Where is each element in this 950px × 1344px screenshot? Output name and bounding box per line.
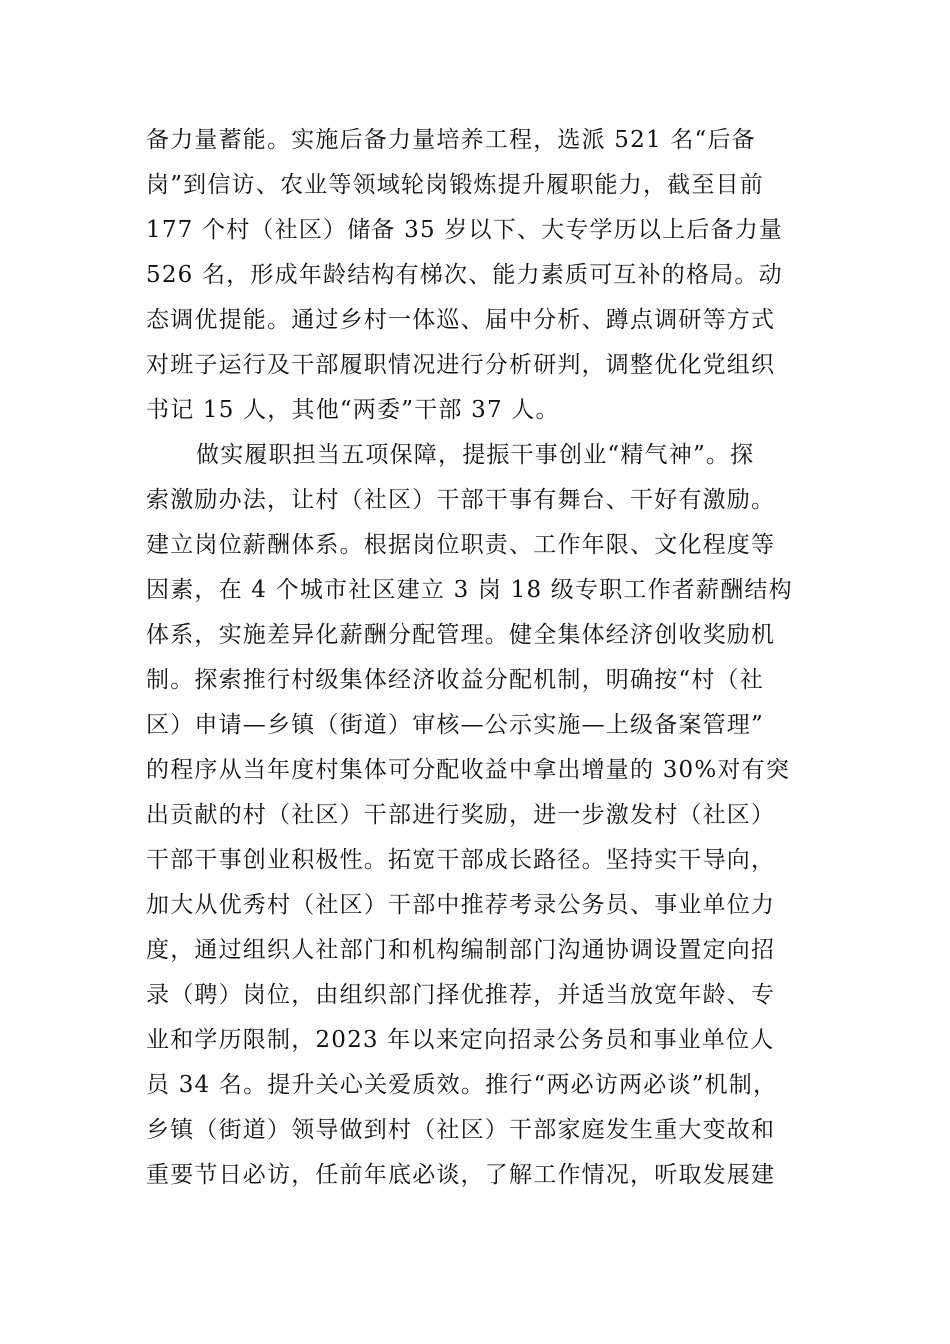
paragraph-line: 526 名，形成年龄结构有梯次、能力素质可互补的格局。动 xyxy=(146,262,783,288)
paragraph-line: 建立岗位薪酬体系。根据岗位职责、工作年限、文化程度等 xyxy=(146,532,776,558)
paragraph-line: 因素，在 4 个城市社区建立 3 岗 18 级专职工作者薪酬结构 xyxy=(146,577,793,603)
paragraph-line: 的程序从当年度村集体可分配收益中拿出增量的 30%对有突 xyxy=(146,757,791,783)
paragraph-line: 乡镇（街道）领导做到村（社区）干部家庭发生重大变故和 xyxy=(146,1117,776,1143)
paragraph-line: 岗”到信访、农业等领域轮岗锻炼提升履职能力，截至目前 xyxy=(146,172,764,198)
paragraph-line: 重要节日必访，任前年底必谈，了解工作情况，听取发展建 xyxy=(146,1162,776,1188)
paragraph-line: 体系，实施差异化薪酬分配管理。健全集体经济创收奖励机 xyxy=(146,622,776,648)
paragraph-first-line: 做实履职担当五项保障，提振干事创业“精气神”。探 xyxy=(196,442,755,468)
paragraph-line: 区）申请—乡镇（街道）审核—公示实施—上级备案管理” xyxy=(146,712,764,738)
paragraph-line: 干部干事创业积极性。拓宽干部成长路径。坚持实干导向， xyxy=(146,847,776,873)
paragraph-line: 制。探索推行村级集体经济收益分配机制，明确按“村（社 xyxy=(146,667,764,693)
paragraph-line: 177 个村（社区）储备 35 岁以下、大专学历以上后备力量 xyxy=(146,217,784,243)
paragraph-line: 出贡献的村（社区）干部进行奖励，进一步激发村（社区） xyxy=(146,802,776,828)
paragraph-line: 书记 15 人，其他“两委”干部 37 人。 xyxy=(146,397,560,423)
paragraph-line: 加大从优秀村（社区）干部中推荐考录公务员、事业单位力 xyxy=(146,892,776,918)
paragraph-line: 索激励办法，让村（社区）干部干事有舞台、干好有激励。 xyxy=(146,487,776,513)
paragraph-line: 对班子运行及干部履职情况进行分析研判，调整优化党组织 xyxy=(146,352,776,378)
paragraph-line: 员 34 名。提升关心关爱质效。推行“两必访两必谈”机制， xyxy=(146,1072,778,1098)
paragraph-line: 态调优提能。通过乡村一体巡、届中分析、蹲点调研等方式 xyxy=(146,307,776,333)
paragraph-line: 备力量蓄能。实施后备力量培养工程，选派 521 名“后备 xyxy=(146,127,756,153)
paragraph-line: 业和学历限制，2023 年以来定向招录公务员和事业单位人 xyxy=(146,1027,775,1053)
paragraph-line: 录（聘）岗位，由组织部门择优推荐，并适当放宽年龄、专 xyxy=(146,982,776,1008)
paragraph-line: 度，通过组织人社部门和机构编制部门沟通协调设置定向招 xyxy=(146,937,776,963)
